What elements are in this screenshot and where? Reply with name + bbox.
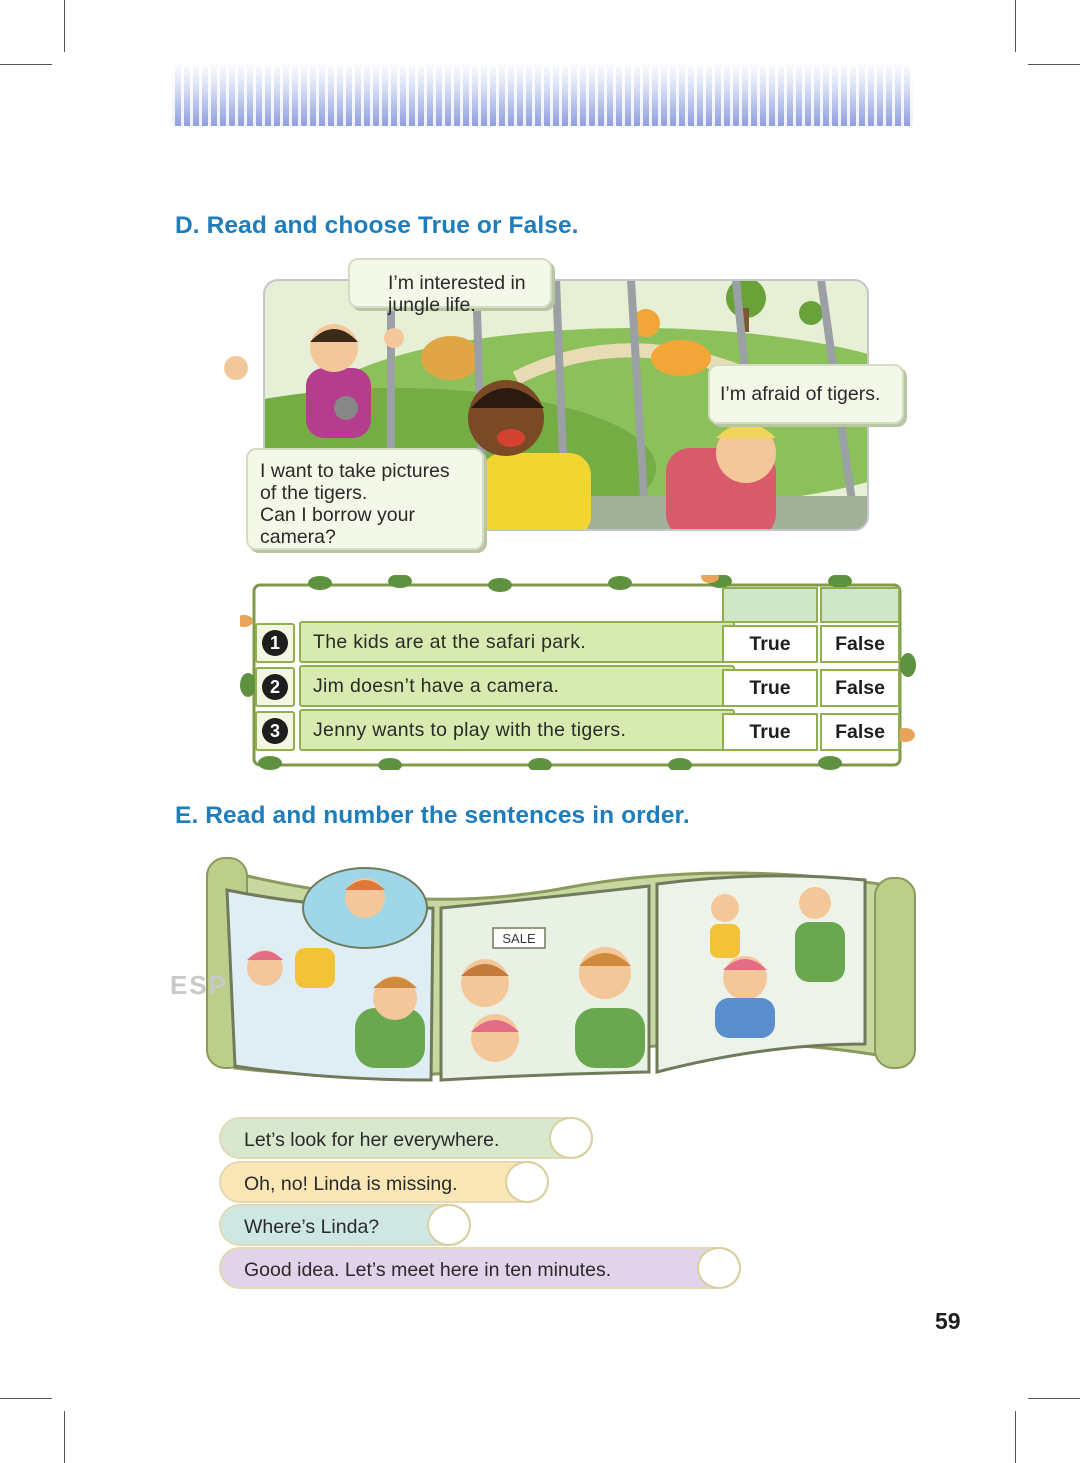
- order-sentence: [219, 1247, 741, 1289]
- header-band: [172, 62, 913, 126]
- story-scroll-art: [205, 848, 925, 1098]
- sentence-text: Oh, no! Linda is missing.: [244, 1173, 458, 1195]
- zoo-illustration: [216, 258, 911, 560]
- crop-mark: [1028, 64, 1080, 65]
- crop-mark: [0, 1398, 52, 1399]
- section-d-heading: D. Read and choose True or False.: [175, 212, 579, 239]
- sentence-text: Good idea. Let’s meet here in ten minutes.: [244, 1259, 612, 1281]
- true-column-header: [722, 587, 818, 623]
- page-number: 59: [935, 1308, 961, 1334]
- order-sentence: [219, 1117, 593, 1159]
- number-answer-circle[interactable]: [505, 1161, 549, 1203]
- row-number-badge: 1: [255, 623, 295, 663]
- number-answer-circle[interactable]: [549, 1117, 593, 1159]
- speech-bubble-afraid: I’m afraid of tigers.: [708, 364, 904, 424]
- crop-mark: [1028, 1398, 1080, 1399]
- publisher-watermark: ESP: [170, 970, 229, 1000]
- section-e-heading: E. Read and number the sentences in order.: [175, 802, 690, 829]
- number-answer-circle[interactable]: [427, 1204, 471, 1246]
- crop-mark: [64, 1411, 65, 1463]
- sentence-text: Let’s look for her everywhere.: [244, 1129, 500, 1151]
- order-sentence: [219, 1204, 471, 1246]
- true-option[interactable]: True: [722, 713, 818, 751]
- true-false-table: [240, 575, 920, 770]
- statement-text: Jim doesn’t have a camera.: [299, 665, 735, 707]
- statement-text: Jenny wants to play with the tigers.: [299, 709, 735, 751]
- row-number-badge: 2: [255, 667, 295, 707]
- crop-mark: [1015, 1411, 1016, 1463]
- true-option[interactable]: True: [722, 625, 818, 663]
- sentence-text: Where’s Linda?: [244, 1216, 380, 1238]
- speech-bubble-pictures: I want to take pictures of the tigers. Can I borrow your camera?: [246, 448, 484, 550]
- crop-mark: [0, 64, 52, 65]
- true-option[interactable]: True: [722, 669, 818, 707]
- false-option[interactable]: False: [820, 713, 900, 751]
- false-column-header: [820, 587, 900, 623]
- number-answer-circle[interactable]: [697, 1247, 741, 1289]
- crop-mark: [1015, 0, 1016, 52]
- crop-mark: [64, 0, 65, 52]
- row-number-badge: 3: [255, 711, 295, 751]
- speech-bubble-interested: I’m interested in jungle life.: [348, 258, 552, 308]
- false-option[interactable]: False: [820, 625, 900, 663]
- statement-text: The kids are at the safari park.: [299, 621, 735, 663]
- sale-sign: SALE: [502, 931, 536, 946]
- story-scroll-illustration: [205, 848, 925, 1098]
- order-sentence: [219, 1161, 549, 1203]
- false-option[interactable]: False: [820, 669, 900, 707]
